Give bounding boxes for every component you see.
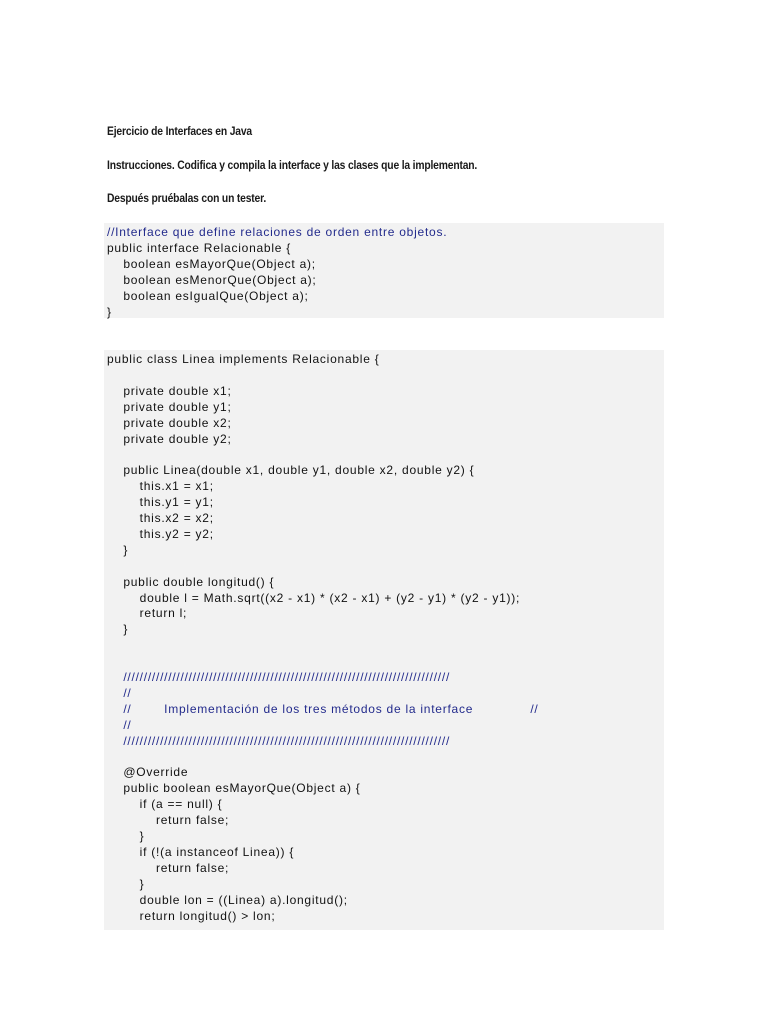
instructions-text: Instrucciones. Codifica y compila la interface y las clases que la implementan. [107,158,478,172]
code-line: return longitud() > lon; [107,908,276,923]
code-line: if (a == null) { [107,797,223,812]
linea-class-code-block [104,350,664,930]
interface-code-block [104,223,664,318]
code-line: return l; [107,606,188,621]
code-comment-line: //////////////////////////////////////////////////////////////////////////////// [107,670,451,684]
code-line: boolean esMenorQue(Object a); [107,272,317,287]
code-line: public Linea(double x1, double y1, double x2, double y2) { [107,463,475,478]
code-line: return false; [107,860,230,875]
code-line: this.y2 = y2; [107,526,214,541]
code-line: double l = Math.sqrt((x2 - x1) * (x2 - x1) + (y2 - y1) * (y2 - y1)); [107,590,521,605]
code-line: public interface Relacionable { [107,240,292,255]
code-line: this.x2 = x2; [107,511,214,525]
code-line: private double y2; [107,431,232,446]
code-line: private double x1; [107,383,232,398]
code-line: this.y1 = y1; [107,495,214,510]
code-line: private double x2; [107,415,232,430]
code-line: } [107,622,129,637]
code-line: if (!(a instanceof Linea)) { [107,844,295,859]
code-comment-line: //Interface que define relaciones de orden entre objetos. [107,225,448,239]
document-title: Ejercicio de Interfaces en Java [107,124,252,138]
code-comment-line: // Implementación de los tres métodos de la interface // [107,701,539,716]
code-line: double lon = ((Linea) a).longitud(); [107,892,348,907]
code-line: return false; [107,813,230,828]
code-line: @Override [107,765,189,780]
code-line: this.x1 = x1; [107,479,214,494]
code-line: public class Linea implements Relacionable { [107,352,380,366]
code-line: public double longitud() { [107,574,275,589]
followup-text: Después pruébalas con un tester. [107,191,267,205]
code-comment-line: // [107,685,132,700]
code-line: boolean esMayorQue(Object a); [107,256,316,271]
code-comment-line: // [107,717,132,732]
code-line: public boolean esMayorQue(Object a) { [107,781,361,796]
code-line: } [107,542,129,557]
code-comment-line: //////////////////////////////////////////////////////////////////////////////// [107,733,451,748]
code-line: } [107,304,112,319]
code-line: private double y1; [107,399,232,414]
code-line: } [107,876,145,891]
code-line: } [107,829,145,843]
code-line: boolean esIgualQue(Object a); [107,288,309,303]
